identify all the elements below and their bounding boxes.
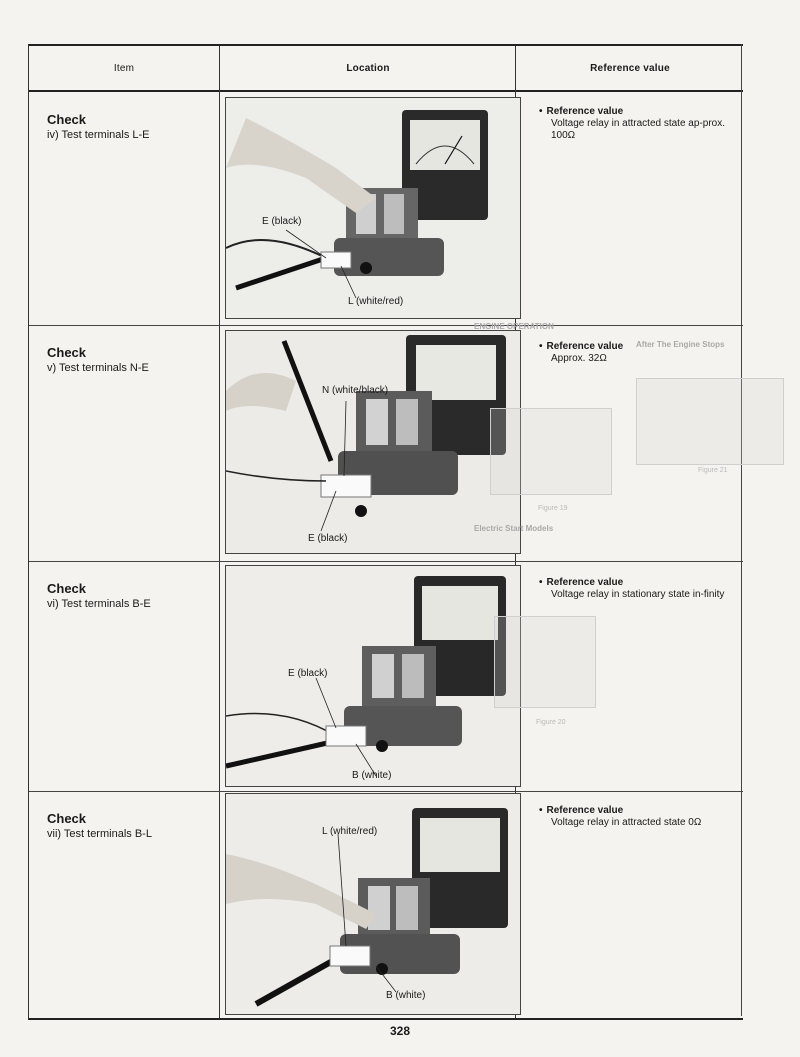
bleed-heading: ENGINE OPERATION — [474, 322, 554, 331]
reference-value — [539, 577, 751, 601]
wire-label: N (white/black) — [322, 385, 389, 396]
wire-label: L (white/red) — [322, 826, 378, 837]
table-row — [29, 561, 743, 792]
reference-text: Voltage relay in attracted state ap-prox. 100Ω — [551, 118, 725, 141]
test-terminals-label: vi) Test terminals B-E — [47, 598, 151, 610]
reference-heading: Reference value — [546, 341, 624, 352]
wire-label: E (black) — [288, 668, 328, 679]
header-reference: Reference value — [515, 46, 744, 90]
inspection-table — [28, 44, 743, 1020]
page-number: 328 — [389, 1024, 411, 1038]
bullet-icon: • — [539, 577, 543, 588]
check-label: Check — [47, 345, 87, 360]
test-terminals-label: vii) Test terminals B-L — [47, 828, 152, 840]
wire-label: B (white) — [352, 770, 392, 781]
bleed-caption: Figure 19 — [538, 505, 568, 512]
relay-test-photo — [225, 97, 521, 319]
bleed-caption: Figure 20 — [536, 719, 566, 726]
bullet-icon: • — [539, 106, 543, 117]
bullet-icon: • — [539, 805, 543, 816]
table-row — [29, 325, 743, 562]
bullet-icon: • — [539, 341, 543, 352]
table-row — [29, 791, 743, 1018]
wire-label: E (black) — [262, 216, 302, 227]
table-header — [29, 46, 743, 92]
header-item: Item — [113, 62, 135, 74]
reference-value — [539, 805, 751, 829]
bleed-subheading: Electric Start Models — [474, 524, 554, 533]
bleed-caption: Figure 21 — [698, 467, 728, 474]
check-label: Check — [47, 112, 87, 127]
wire-label: L (white/red) — [348, 296, 404, 307]
relay-test-photo — [225, 793, 521, 1015]
relay-test-photo — [225, 565, 521, 787]
reference-heading: Reference value — [546, 805, 624, 816]
bleed-subheading: After The Engine Stops — [636, 340, 725, 349]
wire-label: E (black) — [308, 533, 348, 544]
relay-test-photo — [225, 330, 521, 554]
reference-text: Approx. 32Ω — [551, 353, 607, 364]
wire-label: B (white) — [386, 990, 426, 1001]
reference-value — [539, 106, 751, 142]
reference-heading: Reference value — [546, 106, 624, 117]
reference-heading: Reference value — [546, 577, 624, 588]
table-row — [29, 92, 743, 326]
header-location: Location — [219, 46, 516, 90]
right-rule — [741, 44, 742, 1016]
reference-text: Voltage relay in attracted state 0Ω — [551, 817, 702, 828]
test-terminals-label: v) Test terminals N-E — [47, 362, 149, 374]
check-label: Check — [47, 581, 87, 596]
reference-value — [539, 341, 751, 365]
check-label: Check — [47, 811, 87, 826]
test-terminals-label: iv) Test terminals L-E — [47, 129, 150, 141]
reference-text: Voltage relay in stationary state in-finity — [551, 589, 725, 600]
